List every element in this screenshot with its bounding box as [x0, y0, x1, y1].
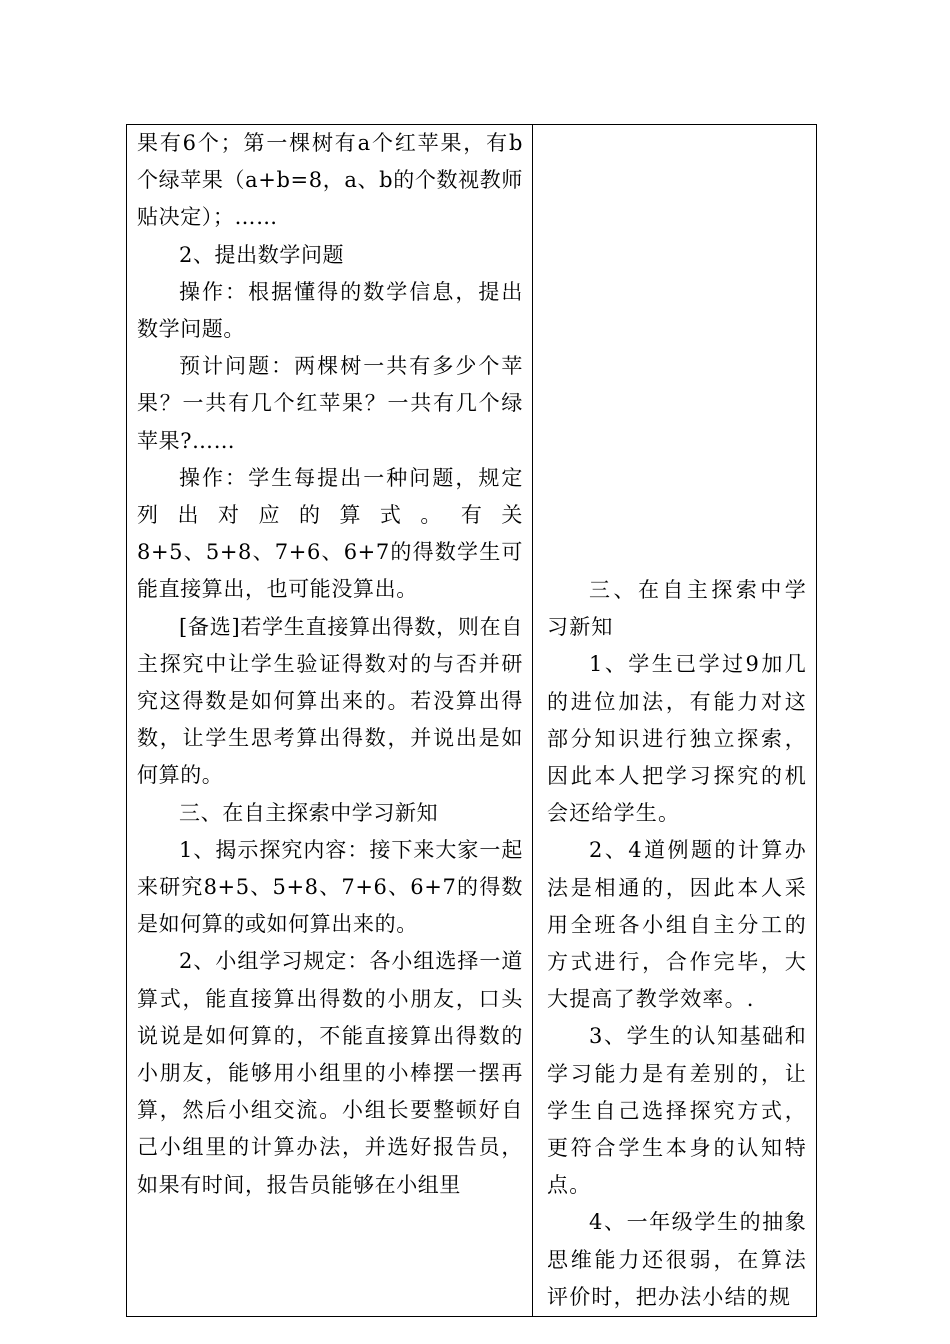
paragraph-intent-1: 1、学生已学过9加几的进位加法，有能力对这部分知识进行独立探索，因此本人把学习探究的机会还给学生。 — [547, 652, 807, 826]
section-heading-explore: 三、在自主探索中学习新知 — [179, 800, 439, 825]
lesson-plan-table — [126, 124, 817, 1317]
paragraph-operation-formula-1: 操作：学生每提出一种问题，规定 — [179, 465, 523, 490]
paragraph-intent-2: 2、4道例题的计算办法是相通的，因此本人采用全班各小组自主分工的方式进行，合作完毕，大大提高了教学效率。. — [547, 838, 807, 1012]
paragraph-group-rules: 2、小组学习规定：各小组选择一道算式，能直接算出得数的小朋友，口头说说是如何算的，不能直接算出得数的小朋友，能够用小组里的小棒摆一摆再算，然后小组交流。小组长要整顿好自己小组里的计算办法，并选好报告员，如果有时间，报告员能够在小组里 — [137, 949, 523, 1197]
design-intent-cell — [533, 125, 817, 1317]
paragraph-operation-formula-2: 列出对应的算式。有关 — [137, 503, 523, 528]
paragraph-intent-3: 3、学生的认知基础和学习能力是有差别的，让学生自己选择探究方式，更符合学生本身的认知特点。 — [547, 1024, 807, 1198]
paragraph-expected-questions: 预计问题：两棵树一共有多少个苹果？一共有几个红苹果？一共有几个绿苹果?…… — [137, 354, 523, 453]
table-row — [127, 125, 817, 1317]
teaching-process-cell — [127, 125, 533, 1317]
paragraph-reveal-content: 1、揭示探究内容：接下来大家一起来研究8+5、5+8、7+6、6+7的得数是如何算的或如何算出来的。 — [137, 837, 523, 937]
section-heading-explore-intent: 三、在自主探索中学习新知 — [547, 578, 807, 640]
paragraph-apple-info: 果有6个；第一棵树有a个红苹果，有b个绿苹果（a+b=8，a、b的个数视教师贴决定）；…… — [137, 131, 523, 230]
design-intent-column — [533, 125, 816, 1316]
paragraph-operation-formula-3: 8+5、5+8、7+6、6+7的得数学生可能直接算出，也可能没算出。 — [137, 540, 523, 602]
paragraph-operation-ask: 操作：根据懂得的数学信息，提出数学问题。 — [137, 279, 523, 342]
paragraph-intent-4: 4、一年级学生的抽象思维能力还很弱，在算法评价时，把办法小结的规 — [547, 1210, 807, 1309]
blank-space — [547, 125, 807, 572]
teaching-process-column — [127, 125, 532, 1204]
paragraph-alternative: [备选]若学生直接算出得数，则在自主探究中让学生验证得数对的与否并研究这得数是如何算出来的。若没算出得数，让学生思考算出得数，并说出是如何算的。 — [137, 614, 523, 788]
paragraph-ask-question-heading: 2、提出数学问题 — [179, 242, 345, 267]
